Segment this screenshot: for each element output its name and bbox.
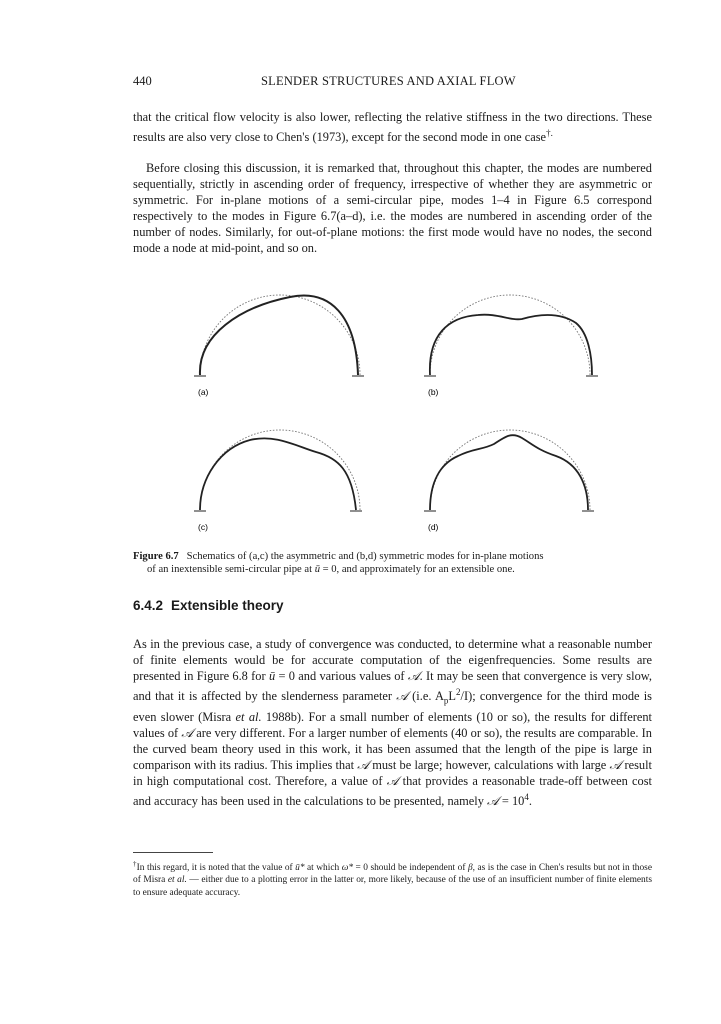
p3-run: 1988b). For a small number of elements (10 or so), the results for different values of [133,709,653,741]
section-number: 6.4.2 [133,598,164,613]
dagger-mark: †. [546,128,553,139]
label-b: (b) [428,387,439,397]
mode-shape-c [194,430,362,532]
fn-run: — either due to a plotting error in the latter or, more likely, because of the use of an insufficient number of finite elements to ensure adequate accuracy. [133,875,652,898]
label-a: (a) [198,387,209,397]
p3-run: = 0 and various values of [275,669,408,684]
fn-run: In this regard, it is noted that the value of [136,863,296,874]
A-symbol: 𝒜 [181,726,194,741]
paragraph-1-text: that the critical flow velocity is also lower, reflecting the relative stiffness in the two directions. These results are also very close to Chen's (1973), except for the second mode in one case [133,110,652,145]
page-number: 440 [133,74,152,88]
A-symbol: 𝒜 [357,758,370,773]
A-symbol: 𝒜 [386,774,399,789]
paragraph-2: Before closing this discussion, it is remarked that, throughout this chapter, the modes are numbered sequentially, strictly in ascending order of frequency, irrespective of whether they are asymmetric or symmetric. For in-plane motions of a semi-circular pipe, modes 1–4 in Figure 6.5 correspond respectively to the modes in Figure 6.7(a–d), i.e. the modes are numbered in ascending order of the number of nodes. Similarly, for out-of-plane motions: the first mode would have no nodes, the second mode a node at mid-point, and so on. [133,161,652,256]
running-header [133,74,653,90]
figure-6-7 [150,285,620,535]
p3-run: . It may be seen that convergence is very slow, and that it is affected by the slenderness parameter [133,669,653,704]
footnote-mark: † [133,860,137,868]
A-symbol: 𝒜 [487,794,499,809]
mode-shape-d [424,430,594,532]
reference-arch-d [430,430,590,510]
superscript-2: 2 [456,687,461,698]
omega-star-symbol: ω* [341,863,354,874]
A-symbol: 𝒜 [396,689,408,704]
caption-u-symbol: ū [314,564,320,575]
p3-run: are very different. For a larger number of elements (40 or so), the results are comparable. In the curved beam theory used in this work, it has been assumed that the length of the pipe is large in comparison with its radius. This implies that [133,726,652,773]
label-d: (d) [428,522,439,532]
caption-line-1: Schematics of (a,c) the asymmetric and (b,d) symmetric modes for in-plane motions [186,551,544,562]
fn-run: at which [304,863,342,874]
label-c: (c) [198,522,208,532]
et-al: et al. [235,709,262,724]
footnote-body [133,860,652,898]
reference-arch-c [200,430,360,510]
p3-run: that provides a reasonable trade-off between cost and accuracy has been used in the calculations to be presented, namely [133,774,652,809]
reference-arch-b [430,295,590,375]
caption-line-2-post: = 0, and approximately for an extensible one. [322,564,515,575]
deformed-arch-c [200,438,356,510]
A-symbol: 𝒜 [609,758,622,773]
caption-label: Figure 6.7 [133,551,179,562]
u-star-symbol: ū* [295,863,305,874]
p3-run: result in high computational cost. Therefore, a value of [133,758,652,789]
p3-run: . [528,794,532,809]
p3-run: As in the previous case, a study of convergence was conducted, to determine what a reasonable number of finite elements would be for accurate computation of the eigenfrequencies. Some results are presented in Figure 6.8 for [133,637,652,684]
subscript-p: p [443,695,449,706]
deformed-arch-a [200,296,358,375]
fn-run: , as is the case in Chen's results but not in those of Misra [133,863,652,886]
running-title: SLENDER STRUCTURES AND AXIAL FLOW [261,74,516,88]
caption-line-2 [133,563,652,576]
fn-run: = 0 should be independent of [353,863,468,874]
p3-run: must be large; however, calculations with large [369,758,610,773]
paragraph-1 [133,109,652,145]
p3-run: L [448,689,456,704]
A-symbol: 𝒜 [407,669,420,684]
section-heading [133,598,284,613]
paragraph-3 [133,636,652,810]
p3-run: /I); convergence for the third mode is even slower (Misra [133,689,652,724]
mode-shape-a [194,295,364,397]
u-symbol: ū [268,669,276,684]
footnote [133,858,652,899]
beta-symbol: β [467,863,473,874]
p3-run: = 10 [498,794,525,809]
caption-line-2-pre: of an inextensible semi-circular pipe at [147,564,313,575]
section-title: Extensible theory [171,598,284,613]
footnote-rule [133,852,213,853]
superscript-4: 4 [524,792,529,803]
deformed-arch-d [430,435,588,510]
deformed-arch-b [430,315,592,375]
et-al: et al. [167,875,187,886]
mode-shape-diagrams [150,285,620,535]
p3-run: (i.e. A [407,689,444,704]
figure-caption [133,550,652,576]
mode-shape-b [424,295,598,397]
